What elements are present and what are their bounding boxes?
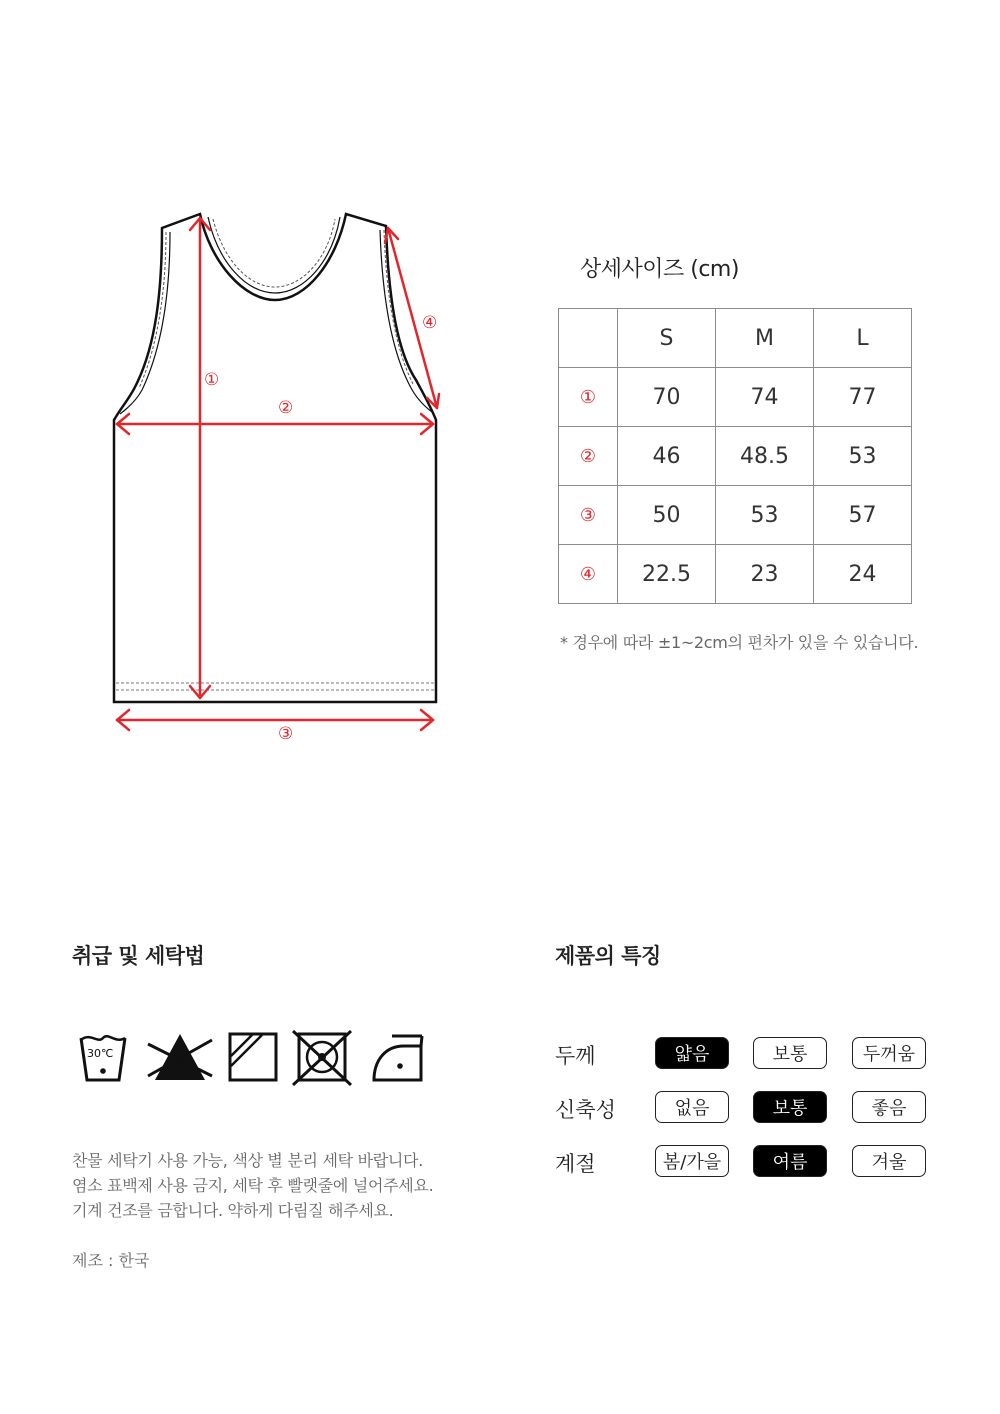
chest-mark: ② xyxy=(278,398,294,418)
tank-top-diagram xyxy=(100,200,460,760)
tank-top-outline xyxy=(100,200,460,760)
wash-30-icon xyxy=(78,1030,128,1086)
hem-mark: ③ xyxy=(278,724,294,744)
care-instruction-2: 염소 표백제 사용 금지, 세탁 후 빨랫줄에 널어주세요. xyxy=(72,1176,434,1195)
size-note: * 경우에 따라 ±1~2cm의 편차가 있을 수 있습니다. xyxy=(560,633,919,652)
table-cell: 50 xyxy=(618,486,716,545)
option-summer: 여름 xyxy=(753,1145,827,1177)
iron-low-icon xyxy=(370,1032,426,1082)
feature-label-thickness: 두께 xyxy=(555,1044,596,1068)
wash-temp-label: 30℃ xyxy=(87,1047,114,1060)
features-title: 제품의 특징 xyxy=(555,944,661,968)
feature-label-season: 계절 xyxy=(555,1152,596,1176)
table-cell: 70 xyxy=(618,368,716,427)
care-instruction-1: 찬물 세탁기 사용 가능, 색상 별 분리 세탁 바랍니다. xyxy=(72,1151,423,1170)
row-mark: ④ xyxy=(559,545,618,604)
option-thin: 얇음 xyxy=(655,1037,729,1069)
size-header-l: L xyxy=(814,309,912,368)
table-row xyxy=(559,545,912,604)
row-mark: ② xyxy=(559,427,618,486)
table-cell: 53 xyxy=(814,427,912,486)
table-row xyxy=(559,368,912,427)
option-winter: 겨울 xyxy=(852,1145,926,1177)
table-cell: 24 xyxy=(814,545,912,604)
made-in-label: 제조 : 한국 xyxy=(72,1251,150,1270)
table-cell: 53 xyxy=(716,486,814,545)
care-instruction-3: 기계 건조를 금합니다. 약하게 다림질 해주세요. xyxy=(72,1201,394,1220)
option-spring-fall: 봄/가을 xyxy=(655,1145,729,1177)
table-cell: 48.5 xyxy=(716,427,814,486)
size-header-m: M xyxy=(716,309,814,368)
size-header-row xyxy=(559,309,912,368)
table-cell: 23 xyxy=(716,545,814,604)
table-row xyxy=(559,486,912,545)
line-dry-icon xyxy=(228,1032,278,1082)
table-cell: 22.5 xyxy=(618,545,716,604)
size-table xyxy=(558,308,912,604)
table-cell: 74 xyxy=(716,368,814,427)
row-mark: ③ xyxy=(559,486,618,545)
size-header-s: S xyxy=(618,309,716,368)
care-icons xyxy=(78,1030,430,1086)
feature-label-stretch: 신축성 xyxy=(555,1098,616,1122)
length-mark: ① xyxy=(204,370,220,390)
size-chart-title: 상세사이즈 (cm) xyxy=(580,257,739,282)
option-good-stretch: 좋음 xyxy=(852,1091,926,1123)
table-cell: 77 xyxy=(814,368,912,427)
option-medium-thickness: 보통 xyxy=(753,1037,827,1069)
care-title: 취급 및 세탁법 xyxy=(72,944,205,968)
corner-cell xyxy=(559,309,618,368)
table-cell: 57 xyxy=(814,486,912,545)
option-normal-stretch: 보통 xyxy=(753,1091,827,1123)
no-bleach-icon xyxy=(146,1030,214,1086)
no-tumble-dry-icon xyxy=(292,1030,352,1086)
table-row xyxy=(559,427,912,486)
row-mark: ① xyxy=(559,368,618,427)
table-cell: 46 xyxy=(618,427,716,486)
option-thick: 두꺼움 xyxy=(852,1037,926,1069)
option-no-stretch: 없음 xyxy=(655,1091,729,1123)
armhole-mark: ④ xyxy=(422,313,438,333)
